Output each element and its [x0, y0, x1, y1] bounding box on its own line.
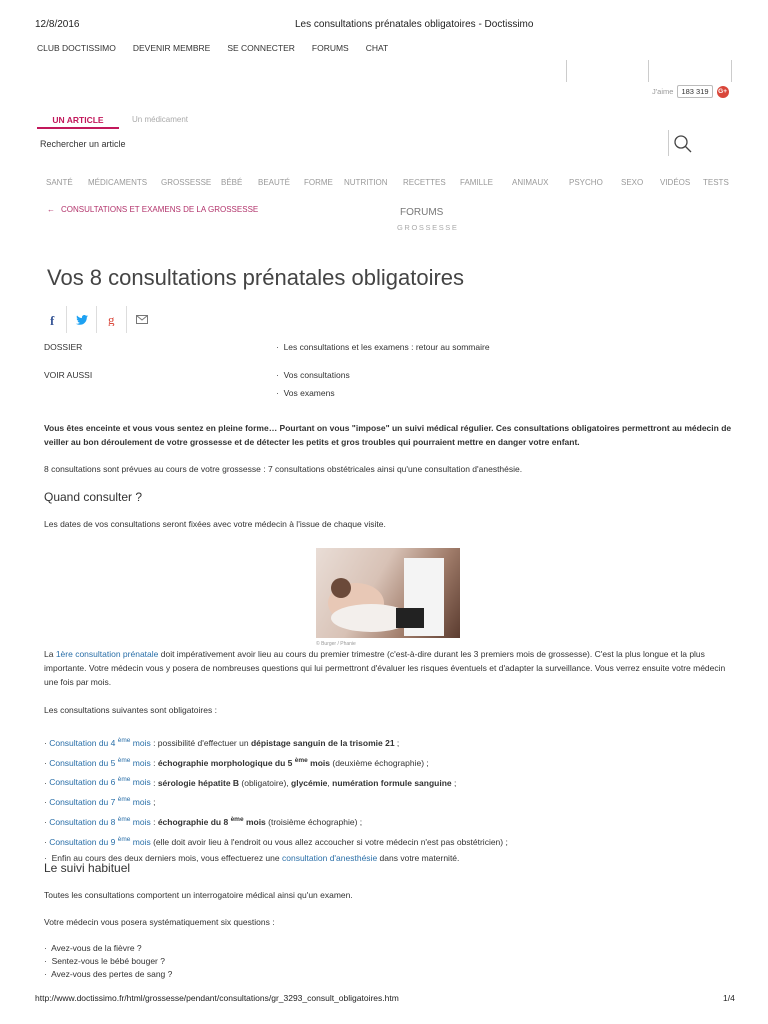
voir-aussi-label: VOIR AUSSI	[44, 370, 93, 380]
dossier-link[interactable]: · Les consultations et les examens : retour au sommaire	[276, 342, 490, 352]
text-fragment: ;	[150, 797, 156, 808]
list-item: · Consultation du 7 $^{ème}$ mois ;	[44, 796, 156, 808]
category-tests[interactable]: TESTS	[703, 178, 729, 187]
link-text: Consultation du 7	[49, 797, 116, 808]
tab-active-indicator	[37, 127, 119, 129]
divider	[731, 60, 732, 82]
category-grossesse[interactable]: GROSSESSE	[161, 178, 212, 187]
forums-subtitle: GROSSESSE	[397, 223, 459, 232]
list-item: · Consultation du 6 $^{ème}$ mois : sérologie hépatite B (obligatoire), glycémie, numération formule sanguine ;	[44, 776, 457, 788]
list-item: · Consultation du 8 $^{ème}$ mois : échographie du 8 $^{ème}$ mois (troisième échographie) ;	[44, 816, 363, 828]
consultations-list	[44, 732, 744, 865]
superscript: ème	[117, 796, 131, 804]
page-title: Vos 8 consultations prénatales obligatoires	[47, 265, 465, 290]
list-item: · Sentez-vous le bébé bouger ?	[44, 956, 165, 966]
bold-fragment: mois	[307, 757, 330, 768]
top-nav	[37, 43, 405, 53]
question-text: Sentez-vous le bébé bouger ?	[51, 956, 165, 966]
link-text: Consultation du 4	[49, 737, 116, 748]
list-item: · Avez-vous des pertes de sang ?	[44, 969, 173, 979]
bold-text: sérologie hépatite B	[157, 777, 240, 788]
bold-fragment: mois	[243, 817, 266, 828]
link-text: Consultation du 6	[49, 777, 116, 788]
voir-link-examens-text[interactable]: Vos examens	[283, 388, 335, 398]
bold-text	[158, 758, 330, 768]
print-date: 12/8/2016	[35, 19, 80, 30]
section-heading-quand: Quand consulter ?	[44, 490, 143, 504]
print-title: Les consultations prénatales obligatoires - Doctissimo	[295, 19, 534, 30]
voir-link-consultations-text[interactable]: Vos consultations	[283, 370, 350, 380]
category-sante[interactable]: SANTÉ	[46, 178, 73, 187]
email-icon[interactable]	[127, 306, 156, 333]
first-consultation-link[interactable]: 1ère consultation prénatale	[55, 649, 159, 659]
divider	[648, 60, 649, 82]
dossier-link-text[interactable]: Les consultations et les examens : retour au sommaire	[283, 342, 490, 352]
list-item: · Avez-vous de la fièvre ?	[44, 943, 142, 953]
svg-text:f: f	[49, 313, 54, 326]
text-fragment: :	[150, 777, 158, 788]
list-item: · Consultation du 9 $^{ème}$ mois (elle doit avoir lieu à l'endroit ou vous allez accoucher si votre médecin n'est pas obstétricien) ;	[44, 836, 508, 847]
superscript: ème	[117, 816, 131, 824]
text-fragment: (deuxième échographie) ;	[330, 757, 429, 768]
consultation-9-link[interactable]	[49, 837, 151, 847]
list-item: · Consultation du 4 $^{ème}$ mois : possibilité d'effectuer un dépistage sanguin de la trisomie 21 ;	[44, 737, 400, 748]
search-input[interactable]: Rechercher un article	[40, 139, 126, 149]
text-fragment: ;	[451, 777, 457, 788]
bold-text: numération formule sanguine	[332, 777, 452, 788]
article-paragraph-first-consultation	[44, 647, 734, 689]
category-beaute[interactable]: BEAUTÉ	[258, 178, 291, 187]
text-fragment: (troisième échographie) ;	[265, 817, 363, 828]
link-text: mois	[130, 737, 151, 748]
superscript: ème	[117, 836, 131, 844]
text-fragment: :	[150, 817, 158, 828]
tab-medicament[interactable]: Un médicament	[132, 115, 189, 124]
category-medicaments[interactable]: MÉDICAMENTS	[88, 178, 148, 187]
like-widget	[652, 85, 729, 98]
svg-text:g: g	[107, 313, 114, 326]
category-psycho[interactable]: PSYCHO	[569, 178, 603, 187]
share-bar	[37, 306, 156, 333]
like-count: 183 319	[677, 85, 712, 98]
pregnancy-exam-photo	[316, 548, 460, 638]
text-fragment: :	[150, 757, 158, 768]
bold-text	[158, 817, 266, 827]
dossier-label: DOSSIER	[44, 342, 83, 352]
article-paragraph: Les consultations suivantes sont obligatoires :	[44, 705, 217, 715]
link-text: Consultation du 9	[49, 836, 116, 847]
category-nutrition[interactable]: NUTRITION	[344, 178, 388, 187]
breadcrumb-label: CONSULTATIONS ET EXAMENS DE LA GROSSESSE	[61, 205, 259, 214]
text-fragment: Enfin au cours des deux derniers mois, vous effectuerez une	[51, 852, 282, 863]
tab-article[interactable]: UN ARTICLE	[52, 115, 104, 125]
link-text: Consultation du 8	[49, 817, 116, 828]
superscript: ème	[117, 737, 131, 744]
category-recettes[interactable]: RECETTES	[403, 178, 446, 187]
question-text: Avez-vous de la fièvre ?	[51, 943, 142, 953]
link-text: mois	[130, 757, 151, 768]
text-fragment: ;	[394, 737, 400, 748]
voir-link-examens[interactable]: · Vos examens	[276, 388, 335, 398]
consultation-6-link[interactable]	[49, 777, 151, 787]
text-fragment: doit impérativement avoir lieu au cours du premier trimestre (c'est-à-dire durant les 3 premiers mois de grossesse). C'est la plus longue et la plus importante. Votre médecin vous y posera de nombreuses questions qui lui permettront d'évaluer les risques éventuels et d'adapter la surveillance. Vous verrez ensuite votre médecin une fois par mois.	[44, 649, 726, 687]
superscript: ème	[117, 756, 131, 764]
link-text: mois	[130, 836, 151, 847]
article-paragraph: Les dates de vos consultations seront fixées avec votre médecin à l'issue de chaque visite.	[44, 519, 386, 529]
nav-devenir-membre[interactable]: DEVENIR MEMBRE	[132, 43, 211, 53]
text-fragment: (elle doit avoir lieu à l'endroit ou vous allez accoucher si votre médecin n'est pas obstétricien) ;	[150, 836, 508, 847]
search-icon[interactable]	[673, 134, 693, 154]
text-fragment: (obligatoire),	[239, 777, 292, 788]
category-forme[interactable]: FORME	[304, 178, 333, 187]
category-videos[interactable]: VIDÉOS	[660, 178, 691, 187]
article-paragraph: Votre médecin vous posera systématiquement six questions :	[44, 917, 275, 927]
like-label[interactable]: J'aime	[652, 87, 674, 96]
divider	[566, 60, 567, 82]
superscript: ème	[117, 776, 131, 784]
nav-forums[interactable]: FORUMS	[311, 43, 349, 53]
category-animaux[interactable]: ANIMAUX	[512, 178, 549, 187]
superscript: ème	[294, 756, 308, 764]
link-text: mois	[130, 777, 151, 788]
google-plus-share-icon[interactable]	[97, 306, 127, 333]
bold-text: dépistage sanguin de la trisomie 21	[250, 737, 395, 748]
questions-list	[44, 942, 172, 981]
consultation-8-link[interactable]	[49, 817, 151, 827]
voir-link-consultations[interactable]: · Vos consultations	[276, 370, 350, 380]
forums-title[interactable]: FORUMS	[400, 207, 444, 218]
text-fragment: La	[44, 649, 56, 659]
article-paragraph: Toutes les consultations comportent un interrogatoire médical ainsi qu'un examen.	[44, 890, 353, 900]
footer-page-number: 1/4	[723, 993, 735, 1003]
breadcrumb[interactable]	[47, 205, 258, 214]
list-item: · Enfin au cours des deux derniers mois, vous effectuerez une consultation d'anesthésie dans votre maternité.	[44, 852, 460, 863]
text-fragment: dans votre maternité.	[377, 852, 460, 863]
bold-text: glycémie	[291, 777, 328, 788]
nav-se-connecter[interactable]: SE CONNECTER	[227, 43, 295, 53]
back-arrow-icon: ←	[47, 205, 55, 214]
section-heading-suivi: Le suivi habituel	[44, 861, 131, 875]
consultation-5-link[interactable]	[49, 758, 151, 768]
link-text: Consultation du 5	[49, 757, 116, 768]
consultation-4-link[interactable]	[49, 738, 151, 748]
category-famille[interactable]: FAMILLE	[460, 178, 493, 187]
divider	[668, 130, 669, 156]
article-intro: Vous êtes enceinte et vous vous sentez en pleine forme… Pourtant on vous "impose" un suivi médical régulier. Ces consultations obligatoires permettront au médecin de veiller au bon déroulement de votre grossesse et de détecter les petits et gros troubles qui pourraient mettre en danger votre enfant.	[44, 423, 732, 447]
category-bebe[interactable]: BÉBÉ	[221, 178, 243, 187]
text-fragment: : possibilité d'effectuer un	[150, 737, 251, 748]
link-text: mois	[130, 817, 151, 828]
nav-chat[interactable]: CHAT	[365, 43, 389, 53]
footer-url: http://www.doctissimo.fr/html/grossesse/pendant/consultations/gr_3293_consult_obligatoires.htm	[35, 993, 399, 1003]
twitter-icon[interactable]	[67, 306, 97, 333]
superscript: ème	[230, 816, 244, 824]
nav-club-doctissimo[interactable]: CLUB DOCTISSIMO	[37, 43, 116, 53]
link-text: mois	[130, 797, 151, 808]
question-text: Avez-vous des pertes de sang ?	[51, 969, 173, 979]
facebook-icon[interactable]	[37, 306, 67, 333]
bold-fragment: échographie morphologique du 5	[157, 757, 293, 768]
google-plus-icon[interactable]: G+	[717, 86, 729, 98]
list-item: · Consultation du 5 $^{ème}$ mois : échographie morphologique du 5 $^{ème}$ mois (deuxième échographie) ;	[44, 756, 429, 768]
article-paragraph: 8 consultations sont prévues au cours de votre grossesse : 7 consultations obstétricales ainsi qu'une consultation d'anesthésie.	[44, 464, 523, 474]
anesthesia-consultation-link[interactable]: consultation d'anesthésie	[281, 852, 378, 863]
category-sexo[interactable]: SEXO	[621, 178, 644, 187]
consultation-7-link[interactable]	[49, 797, 151, 807]
photo-credit: © Burger / Phanie	[316, 641, 356, 647]
bold-fragment: échographie du 8	[157, 817, 229, 828]
text-fragment: ,	[327, 777, 333, 788]
